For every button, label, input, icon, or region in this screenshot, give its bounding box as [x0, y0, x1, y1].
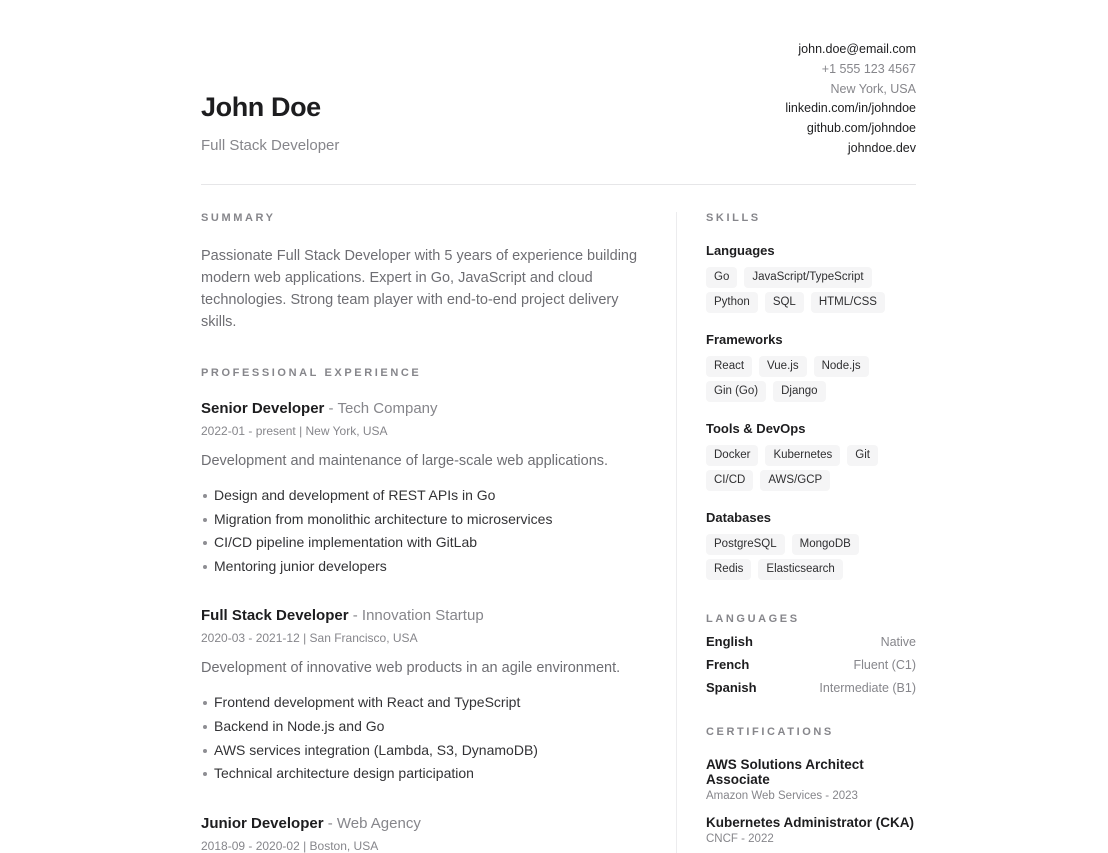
experience-heading: PROFESSIONAL EXPERIENCE	[201, 367, 422, 379]
skill-chip-list	[706, 267, 916, 317]
job-bullet: CI/CD pipeline implementation with GitLab	[201, 531, 641, 555]
skill-chip: Gin (Go)	[706, 381, 766, 402]
certification-issuer: CNCF - 2022	[706, 833, 774, 845]
skill-group-tools-devops	[706, 421, 916, 495]
job-bullet-list	[201, 691, 641, 785]
language-name: English	[706, 634, 753, 649]
skill-chip: HTML/CSS	[811, 292, 885, 313]
job-separator: -	[323, 814, 337, 832]
language-row	[706, 634, 916, 649]
job-separator: -	[324, 400, 338, 417]
job-meta: 2020-03 - 2021-12 | San Francisco, USA	[201, 631, 418, 646]
certification-entry	[706, 815, 916, 845]
content-columns	[201, 212, 916, 853]
skill-group-title: Databases	[706, 510, 772, 525]
experience-section	[201, 367, 641, 853]
job-company: Tech Company	[337, 400, 438, 417]
language-level: Intermediate (B1)	[819, 681, 916, 695]
summary-section	[201, 212, 641, 333]
job-separator: -	[348, 607, 362, 625]
skill-chip: MongoDB	[792, 534, 859, 555]
job-description: Development and maintenance of large-scale web applications.	[201, 453, 609, 469]
skill-chip: Git	[847, 445, 878, 466]
person-job-title: Full Stack Developer	[201, 137, 340, 154]
job-bullet: Backend in Node.js and Go	[201, 715, 641, 739]
contact-website-link[interactable]: johndoe.dev	[847, 140, 916, 155]
person-name: John Doe	[201, 92, 321, 122]
job-description: Development of innovative web products in an agile environment.	[201, 660, 621, 677]
skill-chip-list	[706, 445, 916, 495]
language-name: French	[706, 657, 750, 672]
sidebar-column	[676, 212, 916, 853]
languages-heading: LANGUAGES	[706, 613, 800, 625]
job-bullet: Technical architecture design participation	[201, 762, 641, 786]
job-company: Web Agency	[336, 814, 421, 832]
contact-linkedin-link[interactable]: linkedin.com/in/johndoe	[785, 101, 916, 116]
job-bullet-list	[201, 484, 641, 578]
contact-info	[785, 40, 916, 159]
skill-chip: Vue.js	[759, 356, 807, 377]
certification-name: AWS Solutions Architect Associate	[706, 757, 864, 787]
certification-entry	[706, 757, 916, 802]
language-row	[706, 657, 916, 672]
summary-heading: SUMMARY	[201, 212, 276, 224]
job-title-line	[201, 815, 641, 833]
language-level: Native	[880, 635, 916, 649]
skill-group-title: Languages	[706, 243, 775, 258]
skills-heading: SKILLS	[706, 212, 761, 224]
skills-section	[706, 212, 916, 584]
resume-header	[201, 0, 916, 185]
job-entry	[201, 815, 641, 853]
contact-github-link[interactable]: github.com/johndoe	[806, 121, 916, 136]
contact-location: New York, USA	[830, 81, 916, 96]
skill-chip: Python	[706, 292, 758, 313]
certification-issuer: Amazon Web Services - 2023	[706, 790, 858, 802]
certifications-heading: CERTIFICATIONS	[706, 726, 834, 738]
job-title: Senior Developer	[201, 400, 325, 417]
job-bullet: AWS services integration (Lambda, S3, DynamoDB)	[201, 739, 641, 763]
certification-name: Kubernetes Administrator (CKA)	[706, 815, 915, 830]
skill-chip: AWS/GCP	[760, 470, 830, 491]
skill-group-title: Frameworks	[706, 332, 783, 347]
skill-chip: React	[706, 356, 752, 377]
skill-chip: CI/CD	[706, 470, 753, 491]
skill-group-languages	[706, 243, 916, 317]
job-meta: 2022-01 - present | New York, USA	[201, 424, 388, 438]
skill-chip: Kubernetes	[765, 445, 840, 466]
contact-phone: +1 555 123 4567	[821, 61, 916, 76]
skill-chip-list	[706, 534, 916, 584]
job-bullet: Frontend development with React and TypeScript	[201, 691, 641, 715]
skill-chip: Redis	[706, 559, 751, 580]
skill-chip: Node.js	[814, 356, 869, 377]
language-level: Fluent (C1)	[853, 658, 916, 672]
resume-page	[201, 0, 916, 853]
job-meta: 2018-09 - 2020-02 | Boston, USA	[201, 838, 379, 853]
skill-group-databases	[706, 510, 916, 584]
skill-chip: JavaScript/TypeScript	[744, 267, 871, 288]
skill-chip: Elasticsearch	[758, 559, 842, 580]
job-title-line	[201, 400, 641, 418]
certifications-section	[706, 726, 916, 845]
job-company: Innovation Startup	[361, 607, 484, 625]
skill-group-title: Tools & DevOps	[706, 421, 806, 436]
job-entry	[201, 400, 641, 578]
skill-chip-list	[706, 356, 916, 406]
contact-email[interactable]: john.doe@email.com	[798, 42, 916, 56]
language-name: Spanish	[706, 680, 757, 695]
job-title: Full Stack Developer	[201, 607, 349, 625]
job-entry	[201, 607, 641, 785]
language-row	[706, 680, 916, 695]
summary-text: Passionate Full Stack Developer with 5 years of experience building modern web applications. Expert in Go, JavaScript and cloud technologies. Strong team player with end-to-end project delivery skills.	[201, 248, 638, 330]
skill-chip: Django	[773, 381, 825, 402]
job-bullet: Design and development of REST APIs in Go	[201, 484, 641, 508]
languages-section	[706, 613, 916, 695]
job-title: Junior Developer	[201, 814, 324, 832]
job-title-line	[201, 607, 641, 625]
language-list	[706, 634, 916, 695]
main-column	[201, 212, 641, 853]
skill-chip: Docker	[706, 445, 758, 466]
skill-chip: SQL	[765, 292, 804, 313]
skill-chip: Go	[706, 267, 737, 288]
skill-chip: PostgreSQL	[706, 534, 785, 555]
job-bullet: Migration from monolithic architecture to microservices	[201, 508, 641, 532]
skill-group-frameworks	[706, 332, 916, 406]
job-bullet: Mentoring junior developers	[201, 555, 641, 579]
